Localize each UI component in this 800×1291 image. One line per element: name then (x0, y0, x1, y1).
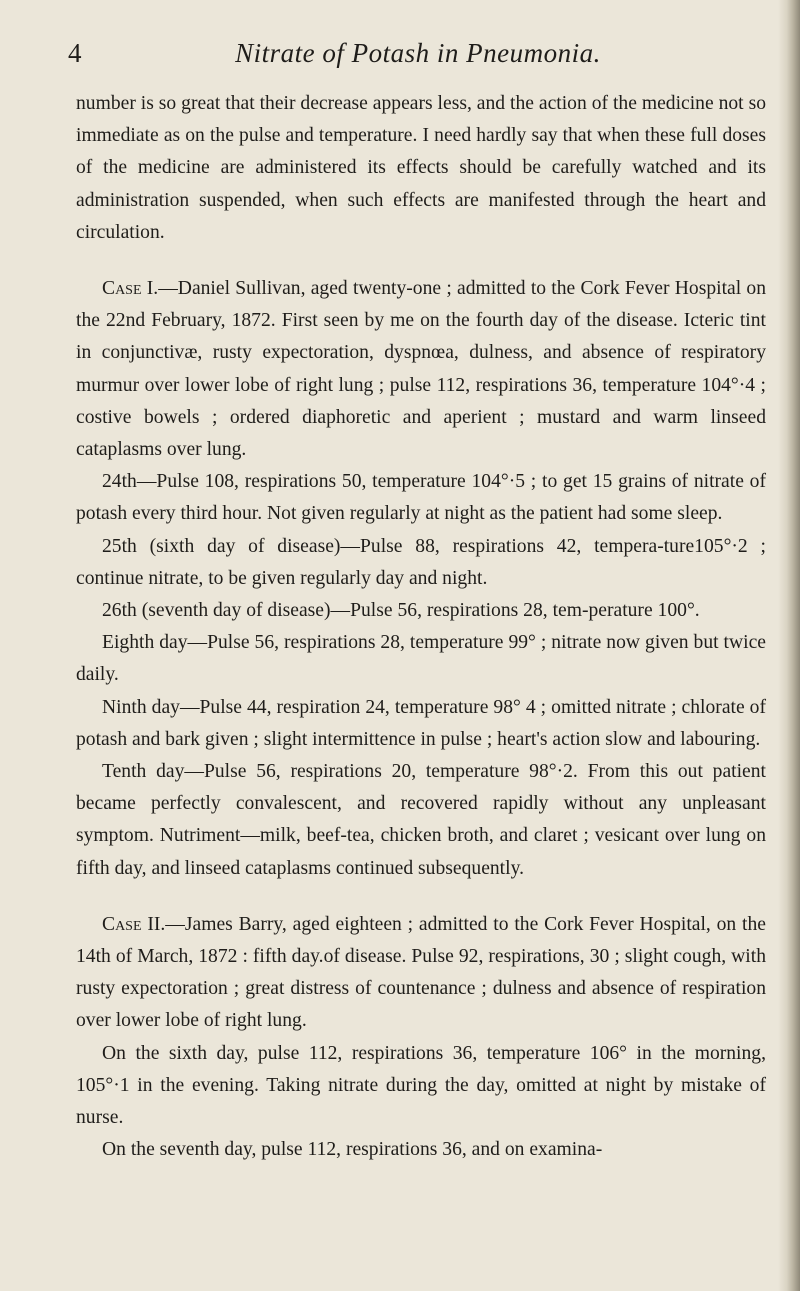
paragraph-text: Tenth day—Pulse 56, respirations 20, temperature 98°·2. From this out patient became perfectly convalescent, and recovered rapidly without any unpleasant symptom. Nutriment—milk, beef-tea, chicken broth, and claret ; vesicant over lung on fifth day, and linseed cataplasms continued subsequently. (76, 761, 766, 879)
paragraph-text: Ninth day—Pulse 44, respiration 24, temperature 98° 4 ; omitted nitrate ; chlorate of potash and bark given ; slight intermittence in pulse ; heart's action slow and labouring. (76, 696, 766, 750)
paragraph-ninth-day (76, 692, 766, 756)
paragraph-seventh-day (76, 1134, 766, 1166)
paragraph-case-one (76, 273, 766, 466)
paragraph-text: II.—James Barry, aged eighteen ; admitted to the Cork Fever Hospital, on the 14th of March, 1872 : fifth day.of disease. Pulse 92, respirations, 30 ; slight cough, with rusty expectoration ; great distress of countenance ; dulness and absence of respiration over lower lobe of right lung. (76, 913, 766, 1032)
paragraph-text: On the seventh day, pulse 112, respirations 36, and on examina- (102, 1139, 603, 1161)
paragraph-day-26th (76, 595, 766, 627)
paragraph-text: 25th (sixth day of disease)—Pulse 88, respirations 42, tempera-ture105°·2 ; continue nitrate, to be given regularly day and night. (76, 535, 766, 589)
paragraph-text: On the sixth day, pulse 112, respirations 36, temperature 106° in the morning, 105°·1 in the evening. Taking nitrate during the day, omitted at night by mistake of nurse. (76, 1042, 766, 1129)
running-title: Nitrate of Potash in Pneumonia. (235, 38, 601, 68)
running-head (68, 38, 768, 78)
page-edge-shadow (778, 0, 800, 1291)
paragraph-text: I.—Daniel Sullivan, aged twenty-one ; admitted to the Cork Fever Hospital on the 22nd February, 1872. First seen by me on the fourth day of the disease. Icteric tint in conjunctivæ, rusty expectoration, dyspnœa, dulness, and absence of respiratory murmur over lower lobe of right lung ; pulse 112, respirations 36, temperature 104°·4 ; costive bowels ; ordered diaphoretic and aperient ; mustard and warm linseed cataplasms over lung. (76, 278, 766, 461)
case-label: Case (102, 278, 142, 300)
page-number: 4 (68, 38, 82, 68)
paragraph-text: 26th (seventh day of disease)—Pulse 56, respirations 28, tem-perature 100°. (102, 600, 700, 622)
paragraph-sixth-day (76, 1038, 766, 1135)
paragraph-day-25th (76, 531, 766, 595)
paragraph-tenth-day (76, 756, 766, 885)
paragraph-text: number is so great that their decrease appears less, and the action of the medicine not so immediate as on the pulse and temperature. I need hardly say that when these full doses of the medicine are administered its effects should be carefully watched and its administration suspended, when such effects are manifested through the heart and circulation. (76, 93, 766, 243)
body-text (76, 88, 766, 1167)
paragraph-continued (76, 88, 766, 249)
paragraph-day-24th (76, 466, 766, 530)
paragraph-text: 24th—Pulse 108, respirations 50, temperature 104°·5 ; to get 15 grains of nitrate of potash every third hour. Not given regularly at night as the patient had some sleep. (76, 471, 766, 525)
paragraph-text: Eighth day—Pulse 56, respirations 28, temperature 99° ; nitrate now given but twice daily. (76, 632, 766, 686)
paragraph-eighth-day (76, 627, 766, 691)
case-label: Case (102, 913, 142, 935)
paragraph-case-two (76, 909, 766, 1038)
